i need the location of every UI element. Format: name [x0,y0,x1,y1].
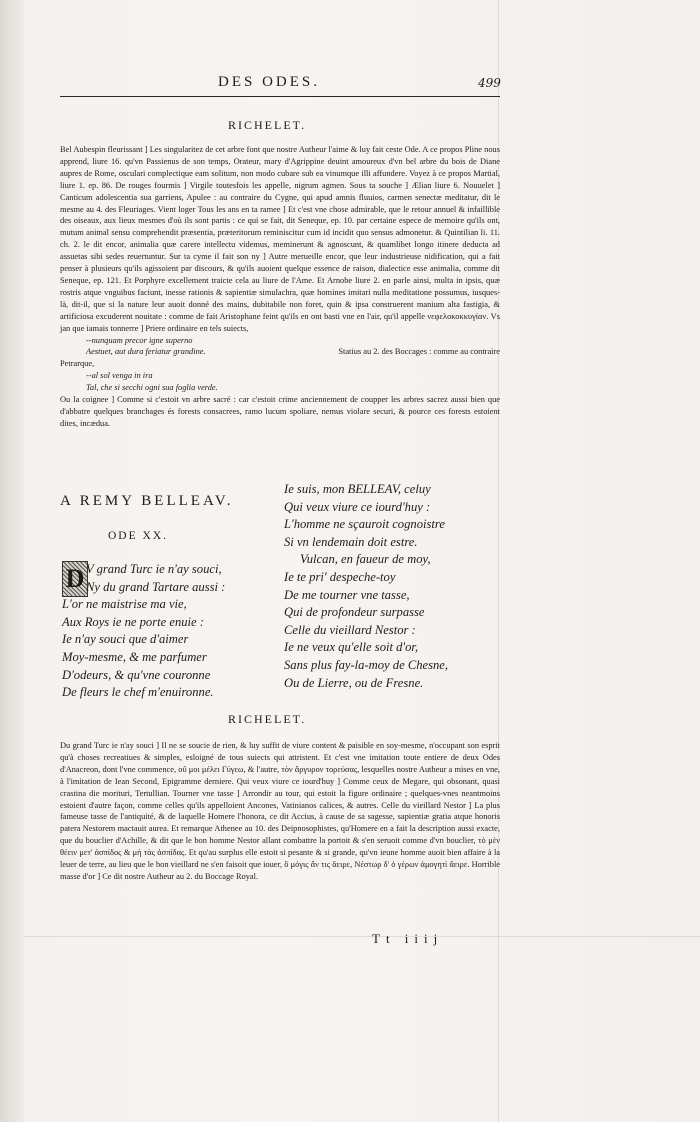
verse-line: Vulcan, en faueur de moy, [300,552,431,567]
verse-line: Aux Roys ie ne porte enuie : [62,614,204,629]
poem-column-left [62,561,226,702]
citation-line: Aestuet, aut dura feriatur grandine. [86,347,206,357]
citation-note: Statius au 2. des Boccages : comme au contraire [338,347,500,357]
verse-line: Ie te pri' despeche-toy [284,569,396,584]
commentary-paragraph: Ou la coignee ] Comme si c'estoit vn arbre sacré : car c'estoit crime anciennement de coupper les arbres sacrez aussi bien que d'abbatre quelques branchages és forests consacrees, ramo lucum spoliare, nemus violare securi, & pource ces forests estoient dites, incædua. [60,395,500,428]
commentary-block-2 [60,740,500,883]
verse-line: L'or ne maistrise ma vie, [62,597,187,612]
signature-mark: Tt iiij [372,931,444,946]
citation-line: Tal, che si secchi ogni sua foglia verde. [86,383,218,393]
scan-guide-horizontal [24,936,700,937]
commentary-heading: RICHELET. [228,118,307,132]
header-rule [60,96,500,97]
citation-line: --al sol venga in ira [86,371,153,381]
commentary-paragraph: Bel Aubespin fleurissant ] Les singularitez de cet arbre font que nostre Autheur l'aime & luy fait ceste Ode. A ce propos Pline nous apprend, liure 16. qu'vn Passienus de son temps, Orateur, mary d'Agrippine deuint amoureux d'vn bel arbre du bois de Diane aupres de Rome, osculari complectique eam solitum, non modo cubare sub ea vinumque illi affundere. Voyez à ce propos Martial, liure 1. ep. 86. De rouges fourmis ] Virgile toutesfois les appelle, nigrum agmen. Sous ta souche ] Ælian liure 6. Nouuelet ] Canticum adolescentia sua garriens, Apulee : au contraire du Cygne, qui apud amnis fluuios, carmen senectæ meditatur, dit le mesme au 4. des Fleuriages. Vient loger Tous les ans en ta ramee ] Et c'est vne chose admirable, que le retour annuel & infaillible des oiseaux, aux lieux mesmes d'où ils sont partis : ce qui se fait, dit Seneque, ep. 10. par certaine espece de memoire qu'ils ont, mutum animal sensu comprehendit præsentia, præteritorum reminiscitur cum id incidit quo sensus admonetur. & Quintilian li. 11. ch. 2. le dit encor, animalia quæ carere intellectu videmus, meminerunt & agnoscunt, & quamlibet longo itinere deducta ad assuetas sibi sedes reuertuntur. Sur ta cyme il fait son ny ] Autre merueille encor, que leur industrieuse nidification, qui a fait penser à plusieurs qu'ils agissoient par discours, & qu'ils auoient quelque essence de raison, dialectice esse animalia, comme dit Seneque, ep. 121. Et Porphyre excellement traicte cela au liure de l'Ame. Et Arnobe liure 2. en parle ainsi, multa in ipsis, quæ rostris atque vnguibus faciunt, inesse rationis & sapientiæ simulachra, quæ homines imitari nulla meditatione possumus, iusques-là, dit-il, que si la nature leur auoit donné des mains, dubitabile non foret, quin & ipsa construerent manium alta fastigia, & artificiosa excuderent nouitate : comme de fait Aristophane feint qu'ils en ont basti vne en l'air, qu'il appelle νεφελοκοκκυγίαν. Vs jan que iamais tonnerre ] Priere ordinaire en tels suiects, [60,145,500,333]
poem-dedication: A REMY BELLEAV. [60,493,234,509]
poem-column-right [284,481,448,692]
verse-line: Ny du grand Tartare aussi : [86,579,226,594]
commentary-block-1 [60,144,500,430]
running-header [0,74,700,96]
citation-row [60,346,500,358]
page-number: 499 [478,76,501,90]
citation-line: --nunquam precor igne superno [86,335,193,345]
verse-line: Moy-mesme, & me parfumer [62,649,207,664]
verse-line: Qui veux viure ce iourd'huy : [284,499,431,514]
verse-line: De me tourner vne tasse, [284,587,410,602]
verse-line: De fleurs le chef m'enuironne. [62,685,214,700]
verse-line: Celle du vieillard Nestor : [284,622,416,637]
verse-line: L'homme ne sçauroit cognoistre [284,517,445,532]
page-gutter-shadow [0,0,24,1122]
verse-line: Si vn lendemain doit estre. [284,534,418,549]
ornamental-dropcap: D [62,561,88,597]
ode-number: ODE XX. [108,530,168,542]
commentary-paragraph: Du grand Turc ie n'ay souci ] Il ne se soucie de rien, & luy suffit de viure content & paisible en soy-mesme, n'occupant son esprit qu'à choses recreatiues & simples, esloigné de tous suiects qui attristent. Et c'est vne imitation toute entiere de deux Odes d'Anacreon, dont l'vne commence, οὔ μοι μέλει Γύγεω, & l'autre, τὸν ἄργυρον τορεύσας, lesquelles nostre Autheur a mises en vne, à l'imitation de Iean Second, Epigramme derniere. Qui veux viure ce iourd'huy ] Comme ceux de Megare, qui obsonant, quasi crastina die morituri, Tertullian. Tourner vne tasse ] Arrondir au tour, qui estoit la figure ordinaire ; quelques-vnes neantmoins estoient d'autre façon, comme celles qu'ils appelloient Ancones, Vatinianos calices, & autres. Celle du vieillard Nestor ] La plus fameuse tasse de l'antiquité, & de laquelle Homere l'honora, ce dit Accius, à cause de sa sagesse, sapientiæ gratia atque honoris patera Nestorem mactauit aurea. Et remarque Athenee au 10. des Deipnosophistes, qu'Homere en a fait la description aussi exacte, que du bouclier d'Achille, & dit que le bon homme Nestor allant combattre la portoit & s'en seruoit comme d'vn bouclier, τὸ μὲν θέειν μετ' ἀσπίδος & μὴ τὰς ἀσπίδας. Et qu'au surplus elle estoit si pesante & si grande, qu'vn ieune homme auoit bien affaire à la leuer de terre, au lieu que le bon vieillard ne s'en faisoit que iouer, ὃ μόγις ἄν τις ἄειρε, Νέστωρ δ' ὁ γέρων ἀμογητὶ ἄειρε. Horrible masse d'or ] Ce dit nostre Autheur au 2. du Boccage Royal. [60,741,500,881]
verse-line: Qui de profondeur surpasse [284,605,425,620]
verse-line: D'odeurs, & qu'vne couronne [62,667,211,682]
verse-line: Ou de Lierre, ou de Fresne. [284,675,424,690]
verse-line: Ie suis, mon BELLEAV, celuy [284,482,431,496]
verse-line: V grand Turc ie n'ay souci, [86,562,222,576]
verse-line: Ie n'ay souci que d'aimer [62,632,189,647]
running-title: DES ODES. [218,74,321,90]
verse-line: Sans plus fay-la-moy de Chesne, [284,657,449,672]
verse-line: Ie ne veux qu'elle soit d'or, [284,640,419,655]
commentary-heading: RICHELET. [228,712,307,726]
citation-lead-in: Petrarque, [60,359,95,369]
